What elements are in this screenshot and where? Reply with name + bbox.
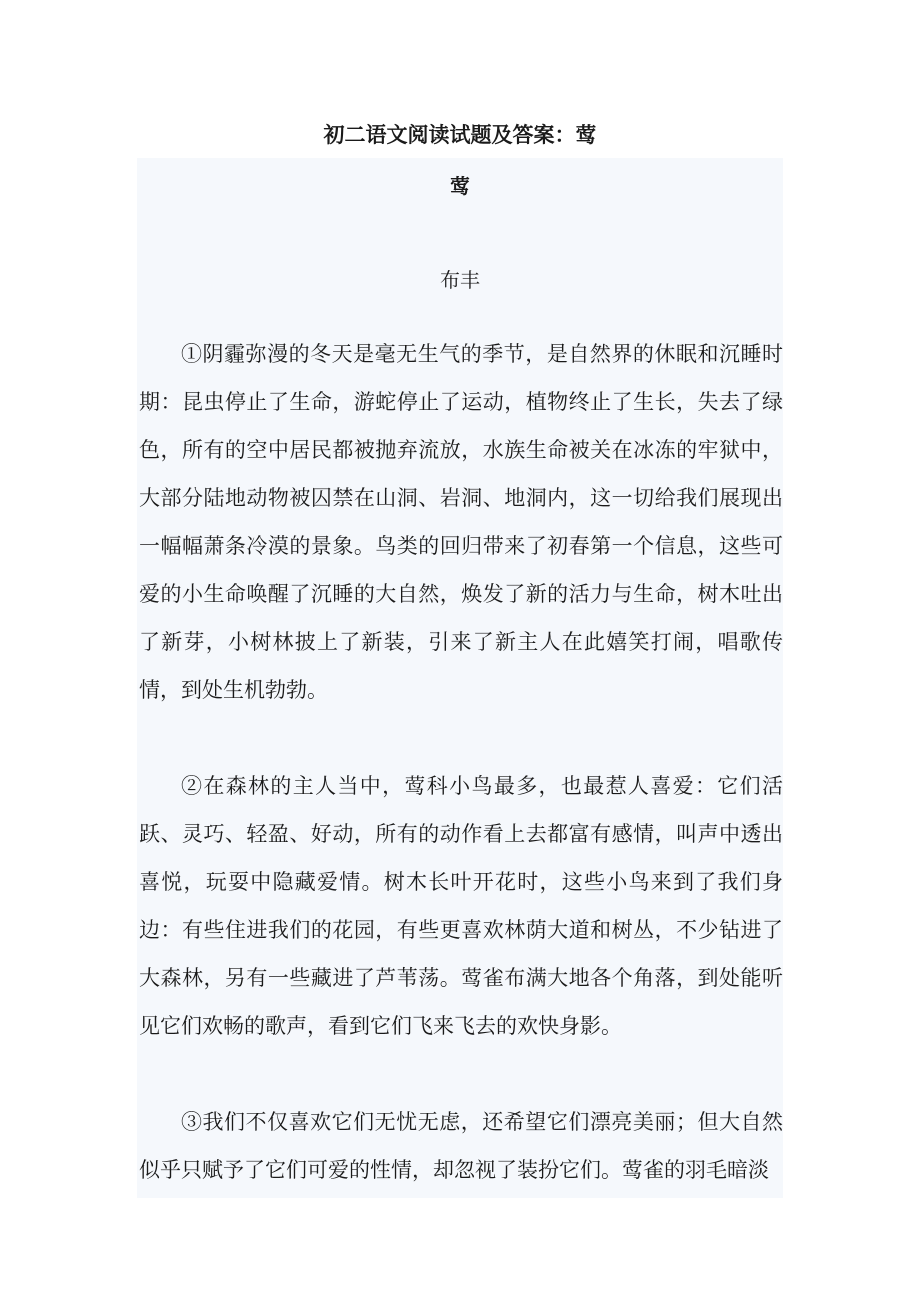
paragraph-2: ②在森林的主人当中，莺科小鸟最多，也最惹人喜爱：它们活跃、灵巧、轻盈、好动，所有的动作看上去都富有感情，叫声中透出喜悦，玩耍中隐藏爱情。树木长叶开花时，这些小鸟来到了我们身边：有些住进我们的花园，有些更喜欢林荫大道和树丛，不少钻进了大森林，另有一些藏进了芦苇荡。莺雀布满大地各个角落，到处能听见它们欢畅的歌声，看到它们飞来飞去的欢快身影。	[139, 774, 783, 1038]
article-title: 莺	[450, 174, 470, 198]
article-author: 布丰	[440, 268, 480, 292]
paragraph-1: ①阴霾弥漫的冬天是毫无生气的季节，是自然界的休眠和沉睡时期：昆虫停止了生命，游蛇停止了运动，植物终止了生长，失去了绿色，所有的空中居民都被抛弃流放，水族生命被关在冰冻的牢狱中，大部分陆地动物被囚禁在山洞、岩洞、地洞内，这一切给我们展现出一幅幅萧条冷漠的景象。鸟类的回归带来了初春第一个信息，这些可爱的小生命唤醒了沉睡的大自然，焕发了新的活力与生命，树木吐出了新芽，小树林披上了新装，引来了新主人在此嬉笑打闹，唱歌传情，到处生机勃勃。	[139, 342, 783, 702]
page-title: 初二语文阅读试题及答案：莺	[323, 122, 597, 147]
paragraph-3: ③我们不仅喜欢它们无忧无虑，还希望它们漂亮美丽；但大自然似乎只赋予了它们可爱的性情，却忽视了装扮它们。莺雀的羽毛暗淡	[139, 1110, 783, 1182]
article-panel	[137, 158, 783, 1198]
